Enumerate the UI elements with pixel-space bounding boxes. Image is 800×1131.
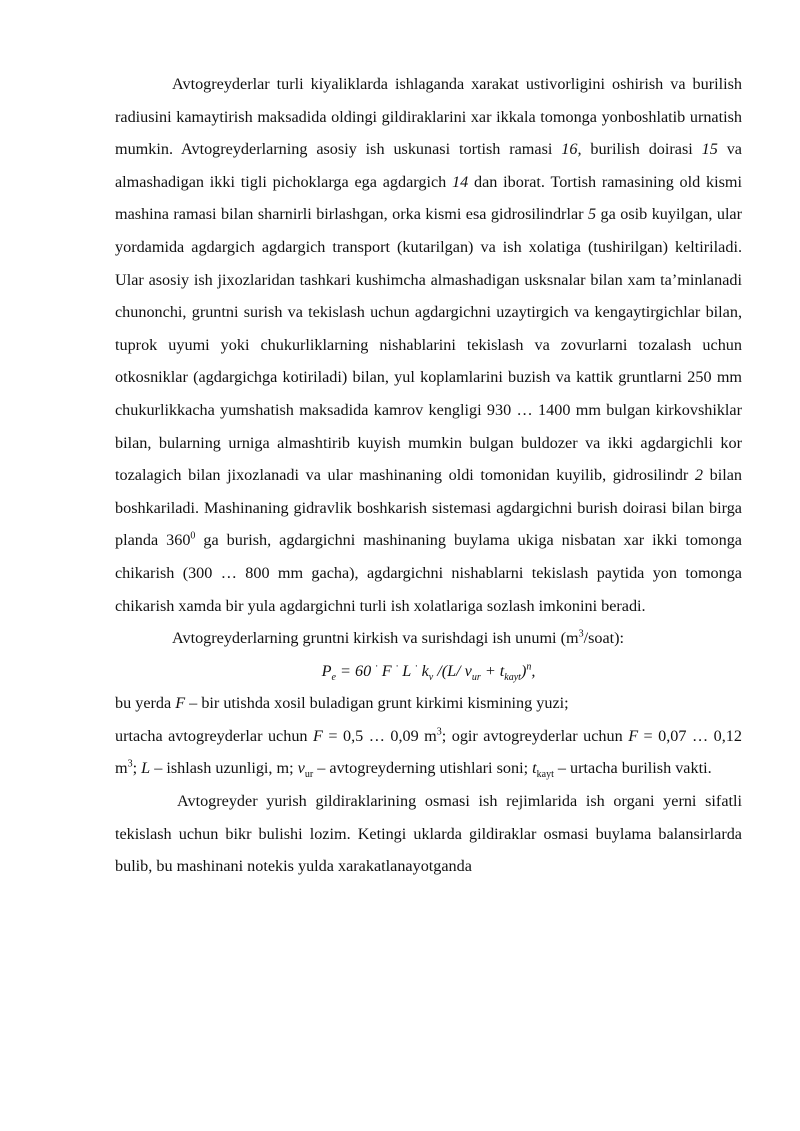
superscript: 3 <box>127 759 133 771</box>
variable: v <box>297 759 305 778</box>
formula-dot: · <box>415 661 418 673</box>
text-run: /soat): <box>583 629 625 648</box>
formula-subscript: v <box>428 671 434 683</box>
paragraph-2 <box>115 622 742 655</box>
text-run: Avtogreyder yurish gildiraklarining osmasi ish rejimlarida ish organi yerni sifatli tekislash uchun bikr bulishi lozim. Ketingi uklarda gildiraklar osmasi buylama balansirlarda bulib, bu mashinani notekis yulda xarakatlanayotganda <box>115 792 742 876</box>
explanation-line-2 <box>115 720 742 785</box>
formula-symbol: P <box>321 661 332 680</box>
text-run: ga burish, agdargichni mashinaning buylama ukiga nisbatan xar ikki tomonga chikarish (300 … 800 mm gacha), agdargichni nishablarni tekislash paytida yon tomonga chikarish xamda bir yula agdargichni turli ish xolatlariga sozlash imkonini beradi. <box>115 531 742 615</box>
text-run: – urtacha burilish vakti. <box>553 759 712 778</box>
ref-number: 14 <box>452 172 469 191</box>
variable: F <box>313 726 323 745</box>
formula-text: L <box>398 661 416 680</box>
text-run: bu yerda <box>115 694 176 713</box>
variable: t <box>532 759 537 778</box>
formula-text: /(L/ v <box>433 661 472 680</box>
text-run: ; <box>132 759 142 778</box>
ref-number: 15 <box>701 140 718 159</box>
text-run: bilan boshkariladi. Mashinaning gidravlik boshkarish sistemasi agdargichni burish doirasi bilan birga planda 360 <box>115 466 742 550</box>
document-page <box>115 68 742 883</box>
formula-text: k <box>417 661 429 680</box>
superscript: 3 <box>436 726 442 738</box>
explanation-line-1 <box>115 687 742 720</box>
text-run: urtacha avtogreyderlar uchun <box>115 726 313 745</box>
paragraph-1 <box>115 68 742 622</box>
paragraph-3 <box>115 785 742 883</box>
formula-text: , <box>531 661 536 680</box>
variable: F <box>175 694 186 713</box>
text-run: – avtogreyderning utishlari soni; <box>313 759 533 778</box>
text-run: dan iborat. Tortish ramasining old kismi mashina ramasi bilan sharnirli birlashgan, orka kismi esa gidrosilindrlar <box>115 172 743 224</box>
formula-subscript: ur <box>471 671 481 683</box>
text-run: ; ogir avtogreyderlar uchun <box>441 726 629 745</box>
formula-superscript: n <box>526 661 532 673</box>
formula-dot: · <box>395 661 399 673</box>
formula-dot: · <box>375 661 378 673</box>
text-run: = 0,07 … 0,12 m <box>115 726 742 778</box>
formula-subscript: e <box>331 671 336 683</box>
formula-subscript: kayt <box>504 671 521 683</box>
text-run: va almashadigan ikki tigli pichoklarga ega agdargich <box>115 140 742 191</box>
formula-text: = 60 <box>335 661 376 680</box>
formula-text: + t <box>480 661 505 680</box>
degree-superscript: 0 <box>190 530 196 542</box>
text-run: burilish doirasi <box>581 140 702 159</box>
formula-text: F <box>377 661 396 680</box>
ref-number: 16, <box>561 140 582 159</box>
superscript: 3 <box>578 628 584 640</box>
variable: F <box>628 726 639 745</box>
formula <box>115 655 742 688</box>
text-run: – ishlash uzunligi, m; <box>150 759 298 778</box>
ref-number: 2 <box>694 466 704 485</box>
ref-number: 5 <box>587 205 597 224</box>
formula-text: ) <box>520 661 527 680</box>
text-run: = 0,5 … 0,09 m <box>322 726 437 745</box>
text-run: ga osib kuyilgan, ular yordamida agdargich agdargich transport (kutarilgan) va ish xolatiga (tushirilgan) keltiriladi. Ular asosiy ish jixozlaridan tashkari kushimcha almashadigan usksnalar bilan xam ta’minlanadi chunonchi, gruntni surish va tekislash uchun agdargichni uzaytirgich va kengaytirgichlar bilan, tuprok uyumi yoki chukurliklarning nishablarini tekislash va zovurlarni tozalash uchun otkosniklar (agdargichga kotiriladi) bilan, yul koplamlarini buzish va kattik gruntlarni 250 mm chukurlikkacha yumshatish maksadida kamrov kengligi 930 … 1400 mm bulgan kirkovshiklar bilan, bularning urniga almashtirib kuyish mumkin bulgan buldozer va ikki agdargichli kor tozalagich bilan jixozlanadi va ular mashinaning oldi tomonidan kuyilib, gidrosilindr <box>115 205 743 485</box>
subscript: kayt <box>536 769 554 781</box>
variable: L <box>141 759 151 778</box>
subscript: ur <box>304 769 314 781</box>
text-run: Avtogreyderlarning gruntni kirkish va surishdagi ish unumi (m <box>172 629 579 648</box>
text-run: Avtogreyderlar turli kiyaliklarda ishlaganda xarakat ustivorligini oshirish va burilish radiusini kamaytirish maksadida oldingi gildiraklarini xar ikkala tomonga yonboshlatib urnatish mumkin. Avtogreyderlarning asosiy ish uskunasi tortish ramasi <box>115 75 742 159</box>
text-run: – bir utishda xosil buladigan grunt kirkimi kismining yuzi; <box>185 694 569 713</box>
